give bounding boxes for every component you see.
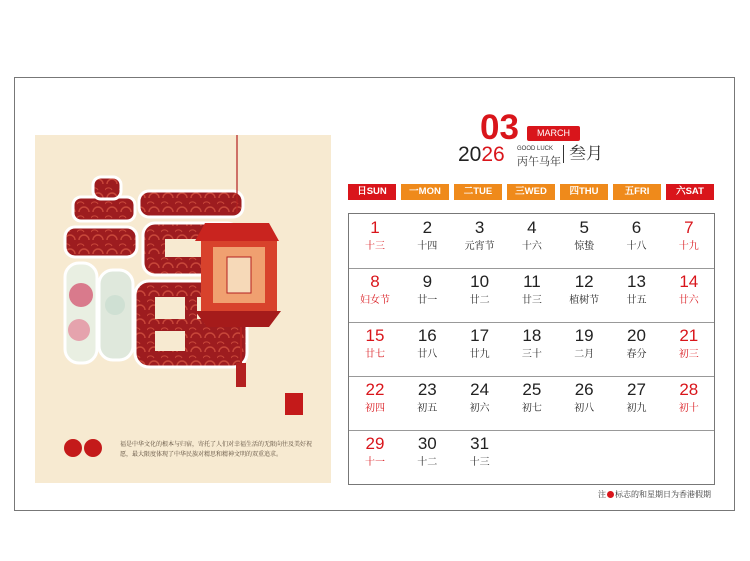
date-cell[interactable] xyxy=(506,322,558,376)
lunar-date: 初三 xyxy=(678,349,699,360)
day-number: 2 xyxy=(422,218,433,237)
lunar-date: 廿一 xyxy=(417,295,438,306)
day-number: 14 xyxy=(679,272,699,291)
date-cell[interactable] xyxy=(349,430,401,484)
year-prefix: 20 xyxy=(458,143,482,166)
weekday-header xyxy=(348,184,715,200)
day-number: 25 xyxy=(522,380,542,399)
lunar-date: 廿五 xyxy=(626,295,647,306)
date-cell[interactable] xyxy=(349,322,401,376)
date-cell[interactable] xyxy=(663,322,715,376)
lunar-date: 惊蛰 xyxy=(574,241,595,252)
lunar-date: 十四 xyxy=(417,241,438,252)
day-number: 21 xyxy=(679,326,699,345)
lunar-date: 春分 xyxy=(626,349,647,360)
lunar-date: 十三 xyxy=(469,457,490,468)
ganzhi-year: 丙午马年 xyxy=(517,155,561,168)
day-number: 20 xyxy=(627,326,646,345)
weekday-0: 日SUN xyxy=(348,184,396,200)
day-number: 23 xyxy=(417,380,437,399)
day-number: 26 xyxy=(574,380,594,399)
lunar-date: 十二 xyxy=(417,457,438,468)
day-number: 5 xyxy=(579,218,589,237)
day-number: 10 xyxy=(470,272,490,291)
date-cell[interactable] xyxy=(401,376,453,430)
lunar-date: 廿三 xyxy=(521,295,542,306)
lunar-date: 廿六 xyxy=(678,295,699,306)
date-cell[interactable] xyxy=(401,268,453,322)
day-number: 15 xyxy=(365,326,385,345)
lunar-month: 叁月 xyxy=(569,144,603,164)
date-cell[interactable] xyxy=(558,268,610,322)
lunar-date: 初十 xyxy=(678,403,699,414)
month-number: 03 xyxy=(480,108,519,147)
day-number: 18 xyxy=(522,326,542,345)
lunar-date: 廿二 xyxy=(469,295,490,306)
year xyxy=(458,143,505,167)
lunar-date: 廿九 xyxy=(469,349,490,360)
divider xyxy=(563,145,564,163)
date-cell[interactable] xyxy=(454,214,506,268)
lunar-date: 初四 xyxy=(365,403,385,414)
date-cell[interactable] xyxy=(401,214,453,268)
footnote-text: 标志的和星期日为香港假期 xyxy=(615,490,711,499)
date-cell[interactable] xyxy=(349,376,401,430)
weekday-1: 一MON xyxy=(401,184,449,200)
date-cell[interactable] xyxy=(506,376,558,430)
weekday-6: 六SAT xyxy=(666,184,714,200)
lunar-date: 妇女节 xyxy=(360,295,390,306)
lunar-date: 初六 xyxy=(469,403,490,414)
day-number: 30 xyxy=(417,434,437,453)
day-number: 13 xyxy=(627,272,646,291)
fu-artwork xyxy=(35,135,331,483)
date-cell[interactable] xyxy=(558,322,610,376)
date-cell[interactable] xyxy=(663,376,715,430)
day-number: 1 xyxy=(370,218,380,237)
day-number: 9 xyxy=(422,272,433,291)
fu-character-illustration xyxy=(35,135,331,483)
date-cell[interactable] xyxy=(611,376,663,430)
day-number: 24 xyxy=(470,380,490,399)
lunar-date: 三十 xyxy=(521,349,542,360)
date-grid xyxy=(348,213,715,485)
date-cell[interactable] xyxy=(454,376,506,430)
date-cell[interactable] xyxy=(663,214,715,268)
date-cell[interactable] xyxy=(611,214,663,268)
date-cell[interactable] xyxy=(506,268,558,322)
day-number: 4 xyxy=(527,218,537,237)
lunar-date: 廿八 xyxy=(417,349,438,360)
holiday-marker-icon xyxy=(607,491,614,498)
day-number: 7 xyxy=(684,218,694,237)
lunar-date: 十三 xyxy=(365,241,385,252)
weekday-4: 四THU xyxy=(560,184,608,200)
day-number: 12 xyxy=(574,272,594,291)
date-cell[interactable] xyxy=(558,376,610,430)
lunar-date: 十六 xyxy=(521,241,542,252)
month-english-badge: MARCH xyxy=(527,126,580,141)
day-number: 6 xyxy=(631,218,642,237)
good-luck-label: GOOD LUCK xyxy=(517,146,554,152)
day-number: 27 xyxy=(627,380,646,399)
footnote-prefix: 注 xyxy=(598,490,606,499)
day-number: 22 xyxy=(365,380,385,399)
lunar-date: 初九 xyxy=(626,403,647,414)
day-number: 17 xyxy=(470,326,490,345)
date-cell[interactable] xyxy=(349,268,401,322)
date-cell[interactable] xyxy=(454,430,506,484)
date-cell[interactable] xyxy=(558,214,610,268)
year-suffix: 26 xyxy=(481,143,505,166)
weekday-2: 二TUE xyxy=(454,184,502,200)
day-number: 16 xyxy=(417,326,437,345)
day-number: 28 xyxy=(679,380,699,399)
lunar-date: 初八 xyxy=(574,403,595,414)
date-cell[interactable] xyxy=(663,268,715,322)
date-cell[interactable] xyxy=(611,322,663,376)
lunar-date: 十八 xyxy=(626,241,647,252)
lunar-date: 十九 xyxy=(678,241,699,252)
date-cell[interactable] xyxy=(401,430,453,484)
day-number: 29 xyxy=(365,434,385,453)
day-number: 8 xyxy=(370,272,380,291)
lunar-date: 廿七 xyxy=(365,349,385,360)
date-cell[interactable] xyxy=(506,214,558,268)
date-cell[interactable] xyxy=(349,214,401,268)
lunar-date: 初七 xyxy=(521,403,542,414)
lunar-date: 初五 xyxy=(417,403,438,414)
artwork-caption: 福是中华文化的根本与归宿，寄托了人们对幸福生活的无限向往及美好祝愿，最大限度体现了中华民族对精思和精神文明的双重追求。 xyxy=(120,441,313,458)
lunar-date: 十一 xyxy=(365,457,385,468)
date-cell[interactable] xyxy=(454,322,506,376)
holiday-footnote xyxy=(598,489,711,500)
lunar-date: 元宵节 xyxy=(464,241,495,252)
weekday-3: 三WED xyxy=(507,184,555,200)
lunar-date: 二月 xyxy=(574,349,595,360)
weekday-5: 五FRI xyxy=(613,184,661,200)
day-number: 19 xyxy=(574,326,594,345)
day-number: 31 xyxy=(470,434,490,453)
day-number: 11 xyxy=(523,272,541,291)
lunar-date: 植树节 xyxy=(569,295,600,306)
date-cell[interactable] xyxy=(611,268,663,322)
day-number: 3 xyxy=(474,218,485,237)
date-cell[interactable] xyxy=(454,268,506,322)
date-cell[interactable] xyxy=(401,322,453,376)
